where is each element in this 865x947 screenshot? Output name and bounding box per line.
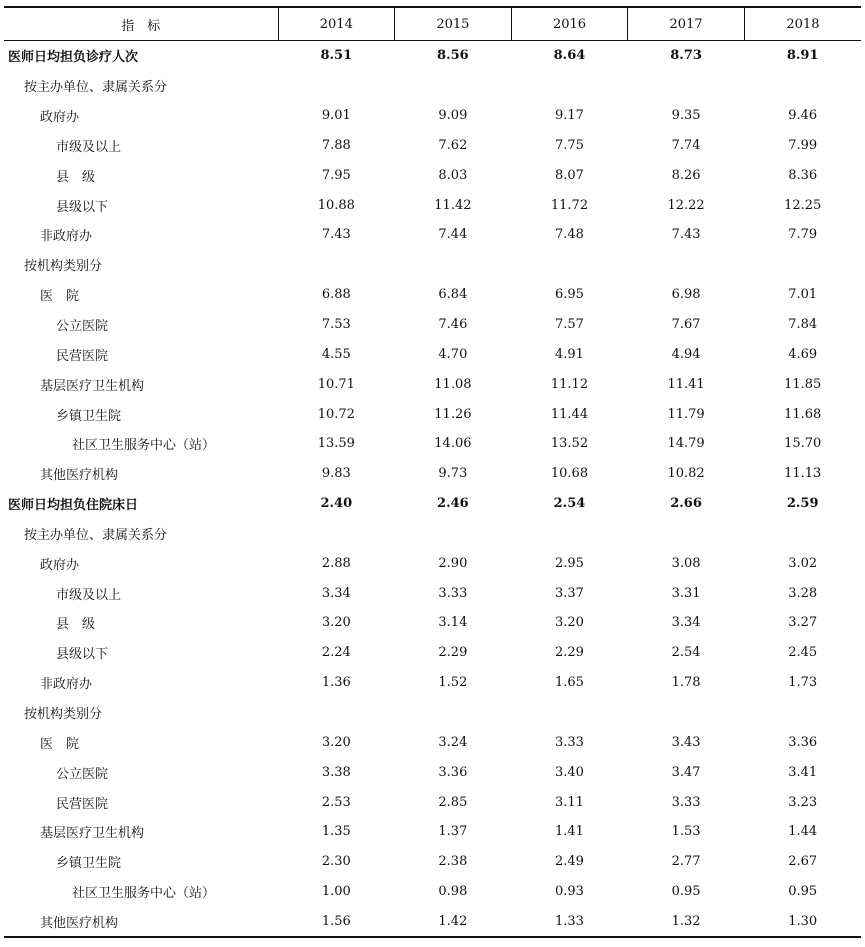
value-cell: 7.53 — [321, 317, 351, 333]
value-cell: 3.20 — [321, 734, 351, 750]
table-row — [4, 160, 861, 190]
value-cell: 7.88 — [321, 137, 351, 153]
value-cell: 8.91 — [786, 48, 819, 64]
value-cell: 3.38 — [321, 764, 351, 780]
value-cell: 0.95 — [671, 884, 701, 900]
value-cell: 11.12 — [550, 376, 589, 392]
value-cell: 15.70 — [784, 436, 822, 452]
table-row — [4, 817, 861, 847]
row-label: 市级及以上 — [56, 587, 122, 603]
value-cell: 3.33 — [671, 794, 701, 810]
value-cell: 8.73 — [670, 48, 702, 64]
value-cell: 3.47 — [671, 764, 701, 780]
value-cell: 1.78 — [671, 675, 701, 691]
table-row — [4, 519, 861, 549]
value-cell: 0.98 — [438, 884, 468, 900]
value-cell: 3.40 — [555, 764, 584, 780]
value-cell: 9.73 — [438, 466, 468, 482]
value-cell — [511, 250, 628, 280]
row-label: 其他医疗机构 — [40, 468, 119, 484]
value-cell: 12.25 — [784, 197, 822, 213]
value-cell: 8.51 — [320, 48, 353, 64]
row-label: 按主办单位、隶属关系分 — [24, 527, 168, 543]
value-cell: 1.42 — [395, 906, 512, 937]
value-cell: 2.40 — [320, 496, 353, 512]
value-cell — [744, 250, 861, 280]
value-cell — [744, 519, 861, 549]
value-cell — [511, 698, 628, 728]
value-cell: 3.20 — [555, 615, 584, 631]
table-row — [4, 339, 861, 369]
value-cell: 7.74 — [671, 137, 701, 153]
year-header: 2016 — [511, 7, 628, 41]
row-label: 乡镇卫生院 — [56, 408, 122, 424]
value-cell: 11.85 — [784, 376, 822, 392]
value-cell: 3.31 — [671, 585, 701, 601]
row-label: 非政府办 — [40, 677, 93, 693]
table-row — [4, 906, 861, 937]
value-cell — [278, 698, 395, 728]
value-cell: 9.46 — [788, 108, 818, 124]
table-row — [4, 71, 861, 101]
value-cell: 3.14 — [438, 615, 468, 631]
value-cell: 2.49 — [555, 854, 584, 870]
indicator-header: 指 标 — [4, 7, 278, 41]
table-row — [4, 429, 861, 459]
value-cell: 3.34 — [321, 585, 351, 601]
value-cell: 3.36 — [438, 764, 468, 780]
value-cell: 8.26 — [671, 167, 701, 183]
value-cell: 1.37 — [438, 824, 468, 840]
year-header: 2017 — [628, 7, 745, 41]
value-cell: 2.88 — [321, 555, 351, 571]
value-cell: 7.84 — [788, 317, 818, 333]
value-cell: 1.56 — [278, 906, 395, 937]
value-cell: 11.41 — [667, 376, 705, 392]
value-cell: 2.45 — [788, 645, 818, 661]
value-cell: 3.43 — [671, 734, 701, 750]
value-cell: 10.68 — [550, 466, 589, 482]
value-cell — [628, 250, 745, 280]
value-cell: 2.38 — [438, 854, 468, 870]
value-cell: 6.98 — [671, 287, 701, 303]
table-row — [4, 757, 861, 787]
value-cell: 2.85 — [438, 794, 468, 810]
value-cell: 6.88 — [321, 287, 351, 303]
table-row — [4, 489, 861, 519]
value-cell — [278, 519, 395, 549]
value-cell — [628, 698, 745, 728]
value-cell: 7.46 — [438, 317, 468, 333]
row-label: 非政府办 — [40, 229, 93, 245]
value-cell: 7.62 — [438, 137, 468, 153]
value-cell: 0.95 — [788, 884, 818, 900]
value-cell: 2.77 — [671, 854, 701, 870]
value-cell — [395, 71, 512, 101]
row-label: 其他医疗机构 — [4, 906, 278, 937]
value-cell: 8.64 — [553, 48, 586, 64]
value-cell — [278, 250, 395, 280]
table-row — [4, 787, 861, 817]
table-row — [4, 190, 861, 220]
value-cell: 13.52 — [550, 436, 589, 452]
row-label: 公立医院 — [56, 319, 109, 335]
value-cell: 8.36 — [788, 167, 818, 183]
table-row — [4, 608, 861, 638]
year-header: 2015 — [395, 7, 512, 41]
value-cell: 14.06 — [434, 436, 472, 452]
value-cell — [744, 698, 861, 728]
table-row — [4, 638, 861, 668]
row-label: 医 院 — [40, 289, 80, 305]
value-cell: 2.46 — [437, 496, 469, 512]
row-label: 政府办 — [40, 557, 80, 573]
value-cell: 14.79 — [667, 436, 705, 452]
table-row — [4, 101, 861, 131]
header-row — [4, 7, 861, 41]
value-cell: 8.07 — [555, 167, 584, 183]
value-cell: 10.72 — [317, 406, 355, 422]
year-header: 2014 — [278, 7, 395, 41]
value-cell: 4.70 — [438, 346, 468, 362]
value-cell — [511, 71, 628, 101]
value-cell: 4.91 — [555, 346, 584, 362]
value-cell: 1.44 — [788, 824, 818, 840]
value-cell: 2.29 — [438, 645, 468, 661]
value-cell: 10.82 — [667, 466, 705, 482]
table-row — [4, 877, 861, 907]
row-label: 医 院 — [40, 736, 80, 752]
value-cell: 1.30 — [744, 906, 861, 937]
row-label: 社区卫生服务中心（站） — [72, 886, 216, 902]
value-cell: 7.67 — [671, 317, 701, 333]
row-label: 医师日均担负诊疗人次 — [8, 50, 139, 66]
table-row — [4, 250, 861, 280]
table-row — [4, 668, 861, 698]
value-cell: 3.36 — [788, 734, 818, 750]
value-cell: 9.35 — [671, 108, 701, 124]
value-cell: 1.53 — [671, 824, 701, 840]
value-cell: 6.95 — [555, 287, 584, 303]
value-cell — [278, 71, 395, 101]
value-cell — [395, 250, 512, 280]
table-row — [4, 698, 861, 728]
row-label: 县 级 — [56, 617, 96, 633]
value-cell: 7.48 — [555, 227, 584, 243]
row-label: 基层医疗卫生机构 — [40, 826, 145, 842]
value-cell: 4.94 — [671, 346, 701, 362]
table-row — [4, 41, 861, 71]
value-cell: 11.72 — [550, 197, 589, 213]
table-row — [4, 578, 861, 608]
value-cell: 2.66 — [670, 496, 702, 512]
value-cell — [628, 71, 745, 101]
value-cell: 1.41 — [555, 824, 584, 840]
row-label: 县级以下 — [56, 647, 109, 663]
value-cell: 3.37 — [555, 585, 584, 601]
row-label: 市级及以上 — [56, 139, 122, 155]
value-cell: 7.01 — [788, 287, 818, 303]
value-cell: 6.84 — [438, 287, 468, 303]
value-cell — [744, 71, 861, 101]
row-label: 公立医院 — [56, 766, 109, 782]
value-cell: 10.71 — [317, 376, 355, 392]
value-cell: 7.99 — [788, 137, 818, 153]
value-cell: 4.69 — [788, 346, 818, 362]
value-cell: 1.52 — [438, 675, 468, 691]
row-label: 医师日均担负住院床日 — [8, 498, 139, 514]
value-cell: 8.03 — [438, 167, 468, 183]
row-label: 按机构类别分 — [24, 259, 103, 275]
row-label: 县级以下 — [56, 199, 109, 215]
table-row — [4, 369, 861, 399]
table-row — [4, 280, 861, 310]
table-body — [4, 41, 861, 938]
value-cell: 9.83 — [321, 466, 351, 482]
value-cell: 1.33 — [511, 906, 628, 937]
row-label: 乡镇卫生院 — [56, 856, 122, 872]
table-header — [4, 7, 861, 41]
value-cell: 2.29 — [555, 645, 584, 661]
value-cell: 13.59 — [317, 436, 355, 452]
value-cell — [395, 519, 512, 549]
value-cell: 3.27 — [788, 615, 818, 631]
value-cell — [628, 519, 745, 549]
table-row — [4, 399, 861, 429]
value-cell: 7.95 — [321, 167, 351, 183]
value-cell: 4.55 — [321, 346, 351, 362]
value-cell — [395, 698, 512, 728]
value-cell — [511, 519, 628, 549]
value-cell: 11.68 — [784, 406, 822, 422]
value-cell: 2.59 — [786, 496, 819, 512]
value-cell: 8.56 — [437, 48, 469, 64]
row-label: 按主办单位、隶属关系分 — [24, 80, 168, 96]
value-cell: 2.54 — [671, 645, 701, 661]
row-label: 基层医疗卫生机构 — [40, 378, 145, 394]
year-header: 2018 — [744, 7, 861, 41]
value-cell: 2.54 — [553, 496, 586, 512]
value-cell: 1.36 — [321, 675, 351, 691]
value-cell: 2.24 — [321, 645, 351, 661]
row-label: 按机构类别分 — [24, 706, 103, 722]
table-row — [4, 131, 861, 161]
table-row — [4, 847, 861, 877]
value-cell: 11.42 — [434, 197, 472, 213]
value-cell: 9.09 — [438, 108, 468, 124]
value-cell: 3.33 — [555, 734, 584, 750]
value-cell: 11.79 — [667, 406, 705, 422]
value-cell: 1.00 — [321, 884, 351, 900]
table-row — [4, 310, 861, 340]
value-cell: 1.65 — [555, 675, 584, 691]
statistics-table — [4, 6, 861, 938]
value-cell: 7.43 — [321, 227, 351, 243]
row-label: 民营医院 — [56, 796, 109, 812]
value-cell: 7.44 — [438, 227, 468, 243]
table-row — [4, 459, 861, 489]
value-cell: 3.02 — [788, 555, 818, 571]
value-cell: 11.08 — [434, 376, 472, 392]
value-cell: 3.08 — [671, 555, 701, 571]
table-row — [4, 548, 861, 578]
value-cell: 9.17 — [555, 108, 584, 124]
value-cell: 2.30 — [321, 854, 351, 870]
value-cell: 3.11 — [555, 794, 584, 810]
table-row — [4, 220, 861, 250]
value-cell: 1.73 — [788, 675, 818, 691]
value-cell: 3.23 — [788, 794, 818, 810]
value-cell: 7.43 — [671, 227, 701, 243]
value-cell: 2.95 — [555, 555, 584, 571]
row-label: 民营医院 — [56, 348, 109, 364]
value-cell: 11.44 — [550, 406, 589, 422]
value-cell: 9.01 — [321, 108, 351, 124]
value-cell: 11.13 — [784, 466, 822, 482]
value-cell: 11.26 — [434, 406, 472, 422]
row-label: 县 级 — [56, 169, 96, 185]
value-cell: 3.20 — [321, 615, 351, 631]
value-cell: 2.67 — [788, 854, 818, 870]
row-label: 社区卫生服务中心（站） — [72, 438, 216, 454]
value-cell: 12.22 — [667, 197, 705, 213]
value-cell: 7.75 — [555, 137, 584, 153]
value-cell: 0.93 — [555, 884, 584, 900]
value-cell: 2.90 — [438, 555, 468, 571]
value-cell: 7.79 — [788, 227, 818, 243]
value-cell: 3.33 — [438, 585, 468, 601]
value-cell: 3.41 — [788, 764, 818, 780]
value-cell: 3.24 — [438, 734, 468, 750]
value-cell: 2.53 — [321, 794, 351, 810]
value-cell: 3.28 — [788, 585, 818, 601]
row-label: 政府办 — [40, 110, 80, 126]
value-cell: 3.34 — [671, 615, 701, 631]
value-cell: 10.88 — [317, 197, 355, 213]
value-cell: 1.32 — [628, 906, 745, 937]
value-cell: 1.35 — [321, 824, 351, 840]
table-row — [4, 727, 861, 757]
value-cell: 7.57 — [555, 317, 584, 333]
